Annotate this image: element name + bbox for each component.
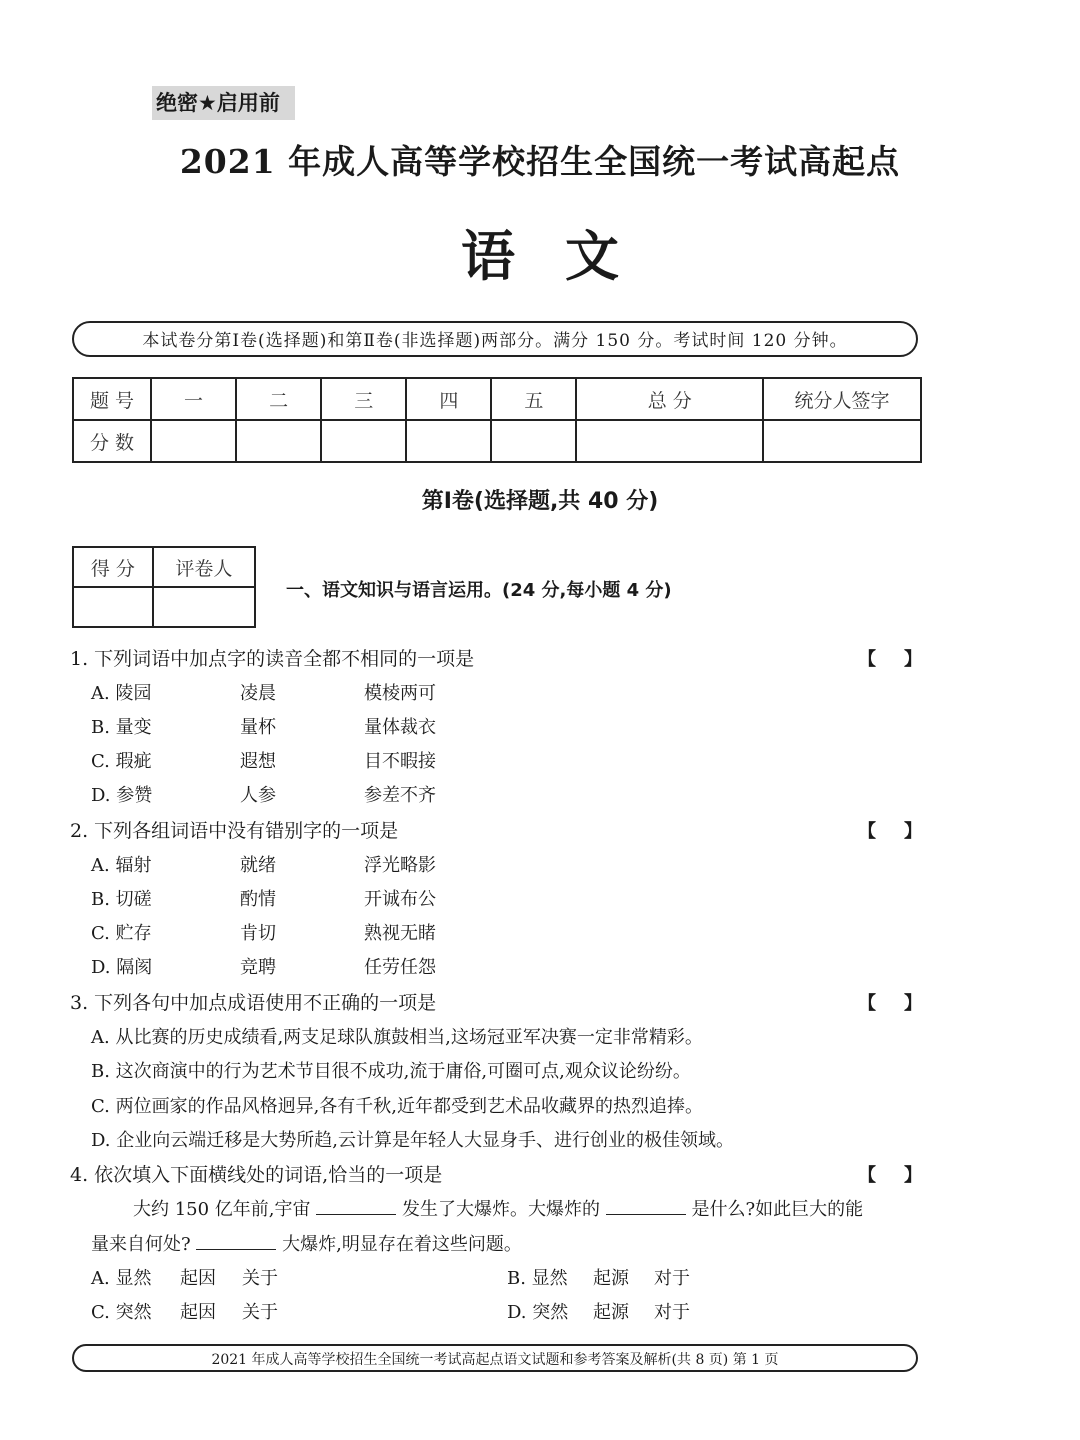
q1-option-c-1: C. 瑕疵 (91, 751, 152, 772)
q2-option-c-1: C. 贮存 (91, 923, 152, 944)
score-cell[interactable] (236, 420, 321, 462)
score-cell[interactable] (406, 420, 491, 462)
q1-option-c-2: 遐想 (240, 751, 276, 772)
q4-passage-part: 发生了大爆炸。大爆炸的 (402, 1199, 600, 1220)
bracket-close: 】 (904, 993, 922, 1014)
q4-passage-line-1 (133, 1195, 923, 1221)
q4-option-d-2: 起源 (593, 1302, 629, 1323)
page-footer: 2021 年成人高等学校招生全国统一考试高起点语文试题和参考答案及解析(共 8 页) 第 1 页 (72, 1344, 918, 1372)
fill-blank[interactable] (196, 1231, 276, 1250)
q1-option-c-3: 目不暇接 (364, 751, 436, 772)
score-cell[interactable] (491, 420, 576, 462)
question-1-stem: 1. 下列词语中加点字的读音全都不相同的一项是 (70, 648, 475, 670)
q4-option-b-2: 起源 (593, 1268, 629, 1289)
confidential-label: 绝密★启用前 (152, 86, 295, 120)
grader-table (72, 546, 256, 628)
q2-option-c-2: 肯切 (240, 923, 276, 944)
q4-passage-part: 大约 150 亿年前,宇宙 (133, 1199, 311, 1220)
bracket-open: 【 (858, 649, 876, 670)
bracket-open: 【 (858, 1165, 876, 1186)
bracket-close: 】 (904, 821, 922, 842)
score-cell[interactable] (763, 420, 921, 462)
q2-option-b-2: 酌情 (240, 889, 276, 910)
score-header-cell: 题 号 (73, 378, 151, 420)
q4-option-a-1: A. 显然 (91, 1268, 152, 1289)
q2-option-d-2: 竞聘 (240, 957, 276, 978)
grader-score-cell[interactable] (73, 587, 153, 627)
q4-option-c-1: C. 突然 (91, 1302, 152, 1323)
bracket-close: 】 (904, 649, 922, 670)
q2-option-a-3: 浮光略影 (364, 855, 436, 876)
q1-option-a-1: A. 陵园 (91, 683, 152, 704)
q4-option-d-3: 对于 (654, 1302, 690, 1323)
score-header-cell: 总 分 (576, 378, 763, 420)
q2-option-a-2: 就绪 (240, 855, 276, 876)
score-table (72, 377, 922, 463)
question-4-stem: 4. 依次填入下面横线处的词语,恰当的一项是 (70, 1164, 443, 1186)
grader-name-cell[interactable] (153, 587, 255, 627)
q4-option-b-1: B. 显然 (507, 1268, 568, 1289)
answer-bracket[interactable] (858, 1161, 922, 1187)
question-3-stem: 3. 下列各句中加点成语使用不正确的一项是 (70, 992, 437, 1014)
q2-option-d-3: 任劳任怨 (364, 957, 436, 978)
fill-blank[interactable] (606, 1196, 686, 1215)
q4-passage-part: 量来自何处? (91, 1234, 191, 1255)
q1-option-a-2: 凌晨 (240, 683, 276, 704)
q1-option-d-3: 参差不齐 (364, 785, 436, 806)
score-row-label: 分 数 (73, 420, 151, 462)
q1-option-b-2: 量杯 (240, 717, 276, 738)
score-cell[interactable] (576, 420, 763, 462)
score-header-cell: 五 (491, 378, 576, 420)
score-header-cell: 四 (406, 378, 491, 420)
grader-score-label: 得 分 (73, 547, 153, 587)
score-table-header-row (73, 378, 921, 420)
subject-title: 语文 (461, 224, 669, 288)
fill-blank[interactable] (316, 1196, 396, 1215)
part1-title: 第Ⅰ卷(选择题,共 40 分) (421, 489, 659, 514)
q4-passage-line-2 (91, 1230, 522, 1256)
q2-option-d-1: D. 隔阂 (91, 957, 153, 978)
exam-title: 2021 年成人高等学校招生全国统一考试高起点 (179, 142, 901, 181)
q3-option-b: B. 这次商演中的行为艺术节目很不成功,流于庸俗,可圈可点,观众议论纷纷。 (91, 1061, 691, 1082)
q2-option-a-1: A. 辐射 (91, 855, 152, 876)
q4-option-a-2: 起因 (180, 1268, 216, 1289)
section1-title: 一、语文知识与语言运用。(24 分,每小题 4 分) (286, 580, 672, 601)
score-cell[interactable] (321, 420, 406, 462)
q4-option-c-3: 关于 (242, 1302, 278, 1323)
q2-option-c-3: 熟视无睹 (364, 923, 436, 944)
bracket-close: 】 (904, 1165, 922, 1186)
q3-option-d: D. 企业向云端迁移是大势所趋,云计算是年轻人大显身手、进行创业的极佳领域。 (91, 1130, 734, 1151)
answer-bracket[interactable] (858, 989, 922, 1015)
q1-option-b-3: 量体裁衣 (364, 717, 436, 738)
score-header-cell: 一 (151, 378, 236, 420)
score-table-value-row (73, 420, 921, 462)
question-2-stem: 2. 下列各组词语中没有错别字的一项是 (70, 820, 399, 842)
score-cell[interactable] (151, 420, 236, 462)
exam-notice: 本试卷分第Ⅰ卷(选择题)和第Ⅱ卷(非选择题)两部分。满分 150 分。考试时间 120 分钟。 (72, 321, 918, 357)
q1-option-d-1: D. 参赞 (91, 785, 153, 806)
q4-option-d-1: D. 突然 (507, 1302, 569, 1323)
q2-option-b-3: 开诚布公 (364, 889, 436, 910)
q4-passage-part: 是什么?如此巨大的能 (691, 1199, 864, 1220)
q3-option-a: A. 从比赛的历史成绩看,两支足球队旗鼓相当,这场冠亚军决赛一定非常精彩。 (91, 1027, 703, 1048)
q1-option-a-3: 模棱两可 (364, 683, 436, 704)
q4-option-c-2: 起因 (180, 1302, 216, 1323)
answer-bracket[interactable] (858, 645, 922, 671)
q4-option-b-3: 对于 (654, 1268, 690, 1289)
q2-option-b-1: B. 切磋 (91, 889, 152, 910)
q1-option-b-1: B. 量变 (91, 717, 152, 738)
q1-option-d-2: 人参 (240, 785, 276, 806)
score-header-cell: 二 (236, 378, 321, 420)
bracket-open: 【 (858, 821, 876, 842)
answer-bracket[interactable] (858, 817, 922, 843)
score-header-cell: 三 (321, 378, 406, 420)
bracket-open: 【 (858, 993, 876, 1014)
q4-passage-part: 大爆炸,明显存在着这些问题。 (282, 1234, 522, 1255)
q3-option-c: C. 两位画家的作品风格迥异,各有千秋,近年都受到艺术品收藏界的热烈追捧。 (91, 1096, 704, 1117)
score-header-cell: 统分人签字 (763, 378, 921, 420)
q4-option-a-3: 关于 (242, 1268, 278, 1289)
grader-name-label: 评卷人 (153, 547, 255, 587)
